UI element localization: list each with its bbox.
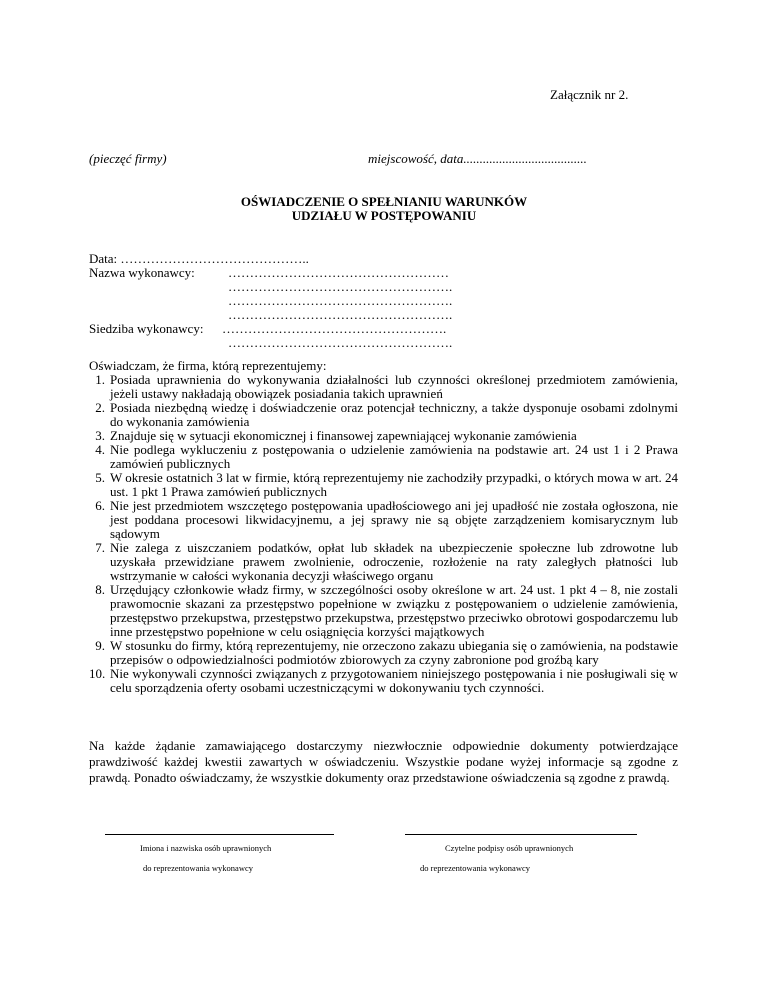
contractor-name-dots-1: …………………………………………… — [228, 265, 449, 280]
contractor-name-dots-3: ……………………………………………. — [228, 293, 453, 308]
condition-item — [89, 667, 678, 695]
signature-caption-right-1: Czytelne podpisy osób uprawnionych — [445, 843, 574, 853]
condition-number: 7. — [95, 540, 105, 555]
contractor-name-dots-4: ……………………………………………. — [228, 307, 453, 322]
document-title-line-2: UDZIAŁU W POSTĘPOWANIU — [291, 208, 477, 223]
condition-number: 9. — [95, 638, 105, 653]
condition-number: 3. — [95, 428, 105, 443]
attachment-number: Załącznik nr 2. — [550, 87, 629, 102]
condition-item — [89, 639, 678, 667]
place-date-label: miejscowość, data — [368, 151, 464, 166]
signature-caption-left-2: do reprezentowania wykonawcy — [143, 863, 253, 873]
condition-number: 2. — [95, 400, 105, 415]
signature-caption-left-1: Imiona i nazwiska osób uprawnionych — [140, 843, 272, 853]
declaration-intro: Oświadczam, że firma, którą reprezentujemy: — [89, 358, 327, 373]
company-stamp-label: (pieczęć firmy) — [89, 151, 167, 166]
condition-number: 4. — [95, 442, 105, 457]
date-field — [89, 252, 309, 266]
document-title-line-1: OŚWIADCZENIE O SPEŁNIANIU WARUNKÓW — [240, 194, 528, 209]
condition-item — [89, 499, 678, 541]
contractor-seat-label: Siedziba wykonawcy: — [89, 321, 204, 336]
condition-number: 10. — [89, 666, 106, 681]
contractor-seat-dots-1: ……………………………………………. — [222, 321, 447, 336]
condition-text: Nie wykonywali czynności związanych z przygotowaniem niniejszego postępowania i nie posługiwali się w celu sporządzenia oferty osobami uczestniczącymi w dokonywaniu tych czynności. — [110, 666, 678, 695]
condition-item — [89, 541, 678, 583]
condition-item — [89, 583, 678, 639]
contractor-name-label: Nazwa wykonawcy: — [89, 265, 195, 280]
condition-number: 8. — [95, 582, 105, 597]
condition-text: Urzędujący członkowie władz firmy, w szczególności osoby określone w art. 24 ust. 1 pkt 4 – 8, nie zostali prawomocnie skazani za przestępstwo popełnione w związku z postępowaniem o udzielenie zamówienia, przestępstwo przekupstwa, przestępstwo przekupstwa, przestępstwo przeciwko obrotowi gospodarczemu lub inne przestępstwo popełnione w celu osiągnięcia korzyści majątkowych — [110, 582, 678, 639]
condition-number: 1. — [95, 372, 105, 387]
condition-text: Nie podlega wykluczeniu z postępowania o udzielenie zamówienia na podstawie art. 24 ust 1 i 2 Prawa zamówień publicznych — [110, 442, 678, 471]
date-label: Data: — [89, 251, 118, 266]
condition-item — [89, 443, 678, 471]
conditions-list — [89, 373, 678, 695]
closing-paragraph: Na każde żądanie zamawiającego dostarczymy niezwłocznie odpowiednie dokumenty potwierdzające prawdziwość każdej kwestii zawartych w oświadczeniu. Wszystkie podane wyżej informacje są zgodne z prawdą. Ponadto oświadczamy, że wszystkie dokumenty oraz przedstawione oświadczenia są zgodne z prawdą. — [89, 738, 678, 785]
condition-number: 5. — [95, 470, 105, 485]
condition-text: Nie zalega z uiszczaniem podatków, opłat lub składek na ubezpieczenie społeczne lub zdrowotne lub uzyskała przewidziane prawem zwolnienie, odroczenie, rozłożenie na raty zaległych płatności lub wstrzymanie w całości wykonania decyzji właściwego organu — [110, 540, 678, 583]
condition-number: 6. — [95, 498, 105, 513]
condition-item — [89, 401, 678, 429]
signature-line-left — [105, 834, 334, 835]
contractor-seat-dots-2: ……………………………………………. — [228, 335, 453, 350]
contractor-name-dots-2: ……………………………………………. — [228, 279, 453, 294]
condition-text: Nie jest przedmiotem wszczętego postępowania upadłościowego ani jej upadłość nie została ogłoszona, nie jest poddana procesowi likwidacyjnemu, a jej sprawy nie są objęte zarządzeniem komisarycznym lub sądowym — [110, 498, 678, 541]
condition-text: Posiada uprawnienia do wykonywania działalności lub czynności określonej przedmiotem zamówienia, jeżeli ustawy nakładają obowiązek posiadania takich uprawnień — [110, 372, 678, 401]
place-date-field — [368, 152, 587, 166]
condition-text: Znajduje się w sytuacji ekonomicznej i finansowej zapewniającej wykonanie zamówienia — [110, 428, 577, 443]
signature-line-right — [405, 834, 637, 835]
condition-item — [89, 429, 678, 443]
date-dots: …………………………………….. — [120, 251, 309, 266]
condition-item — [89, 471, 678, 499]
condition-item — [89, 373, 678, 401]
condition-text: W stosunku do firmy, którą reprezentujemy, nie orzeczono zakazu ubiegania się o zamówienia, na podstawie przepisów o odpowiedzialności podmiotów zbiorowych za czyny zabronione pod groźbą kary — [110, 638, 678, 667]
condition-text: W okresie ostatnich 3 lat w firmie, którą reprezentujemy nie zachodziły przypadki, o których mowa w art. 24 ust. 1 pkt 1 Prawa zamówień publicznych — [110, 470, 678, 499]
signature-caption-right-2: do reprezentowania wykonawcy — [420, 863, 530, 873]
condition-text: Posiada niezbędną wiedzę i doświadczenie oraz potencjał techniczny, a także dysponuje osobami zdolnymi do wykonania zamówienia — [110, 400, 678, 429]
place-date-dots: ...................................... — [463, 151, 587, 166]
